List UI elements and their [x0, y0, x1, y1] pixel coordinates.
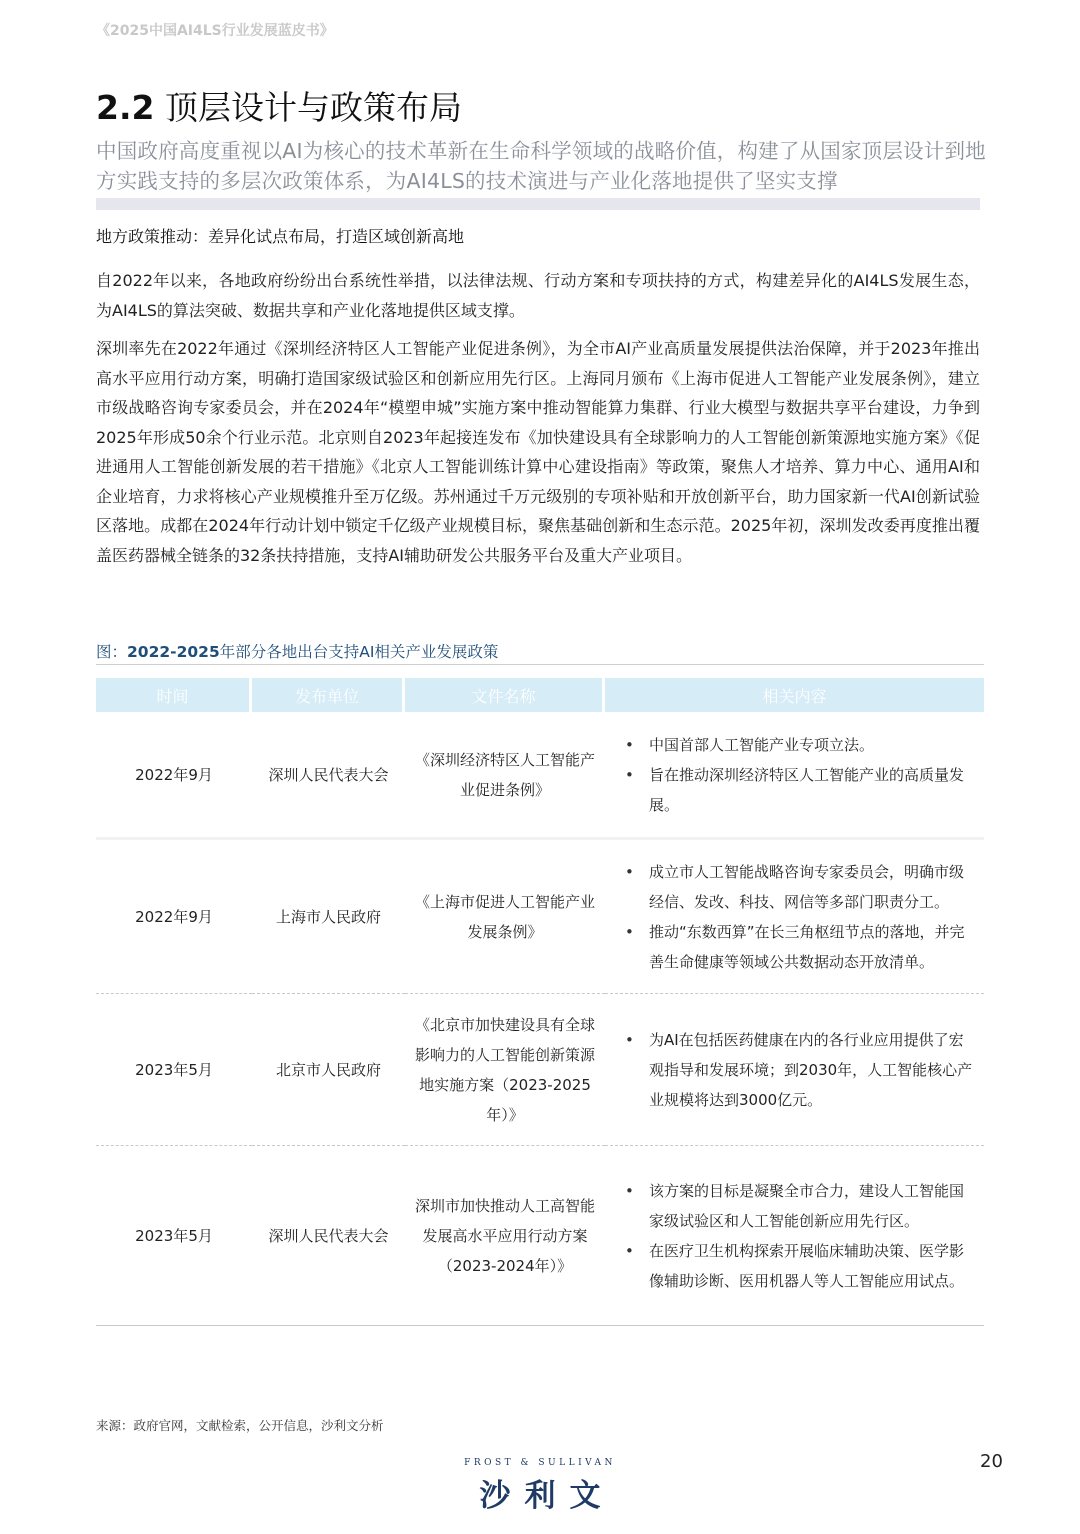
cell-issuer: 上海市人民政府: [252, 840, 405, 994]
cell-document: 《北京市加快建设具有全球影响力的人工智能创新策源地实施方案（2023-2025年）》: [405, 994, 605, 1146]
cell-content: [605, 712, 984, 840]
section-subtitle: 中国政府高度重视以AI为核心的技术革新在生命科学领域的战略价值，构建了从国家顶层设计到地方实践支持的多层次政策体系，为AI4LS的技术演进与产业化落地提供了坚实支撑: [96, 139, 986, 193]
content-point: • 中国首部人工智能产业专项立法。: [617, 730, 976, 760]
cell-date: 2022年9月: [96, 712, 252, 840]
section-title: [96, 82, 462, 129]
cell-date: 2023年5月: [96, 1146, 252, 1326]
table-row: [96, 1146, 984, 1326]
section-number: 2.2: [96, 88, 155, 127]
table-row: [96, 712, 984, 840]
cell-content: [605, 1146, 984, 1326]
header-date: 时间: [96, 678, 252, 712]
cell-document: 深圳市加快推动人工高智能发展高水平应用行动方案（2023-2024年）》: [405, 1146, 605, 1326]
cell-issuer: 北京市人民政府: [252, 994, 405, 1146]
figure-caption-text: 年部分各地出台支持AI相关产业发展政策: [219, 643, 499, 661]
section-title-text: 顶层设计与政策布局: [164, 88, 462, 127]
content-point: • 推动“东数西算”在长三角枢纽节点的落地，并完善生命健康等领域公共数据动态开放清单。: [617, 917, 976, 977]
content-point: • 成立市人工智能战略咨询专家委员会，明确市级经信、发改、科技、网信等多部门职责分工。: [617, 857, 976, 917]
figure-caption-prefix: 图：: [96, 643, 128, 661]
figure-caption-years: 2022-2025: [127, 643, 220, 661]
logo-chinese: 沙利文: [479, 1478, 615, 1514]
frost-sullivan-logo: [440, 1458, 640, 1515]
running-header: 《2025中国AI4LS行业发展蓝皮书》: [96, 23, 334, 39]
content-point: • 旨在推动深圳经济特区人工智能产业的高质量发展。: [617, 760, 976, 820]
figure-caption: [96, 640, 498, 662]
paragraph-local-policies: 深圳率先在2022年通过《深圳经济特区人工智能产业促进条例》，为全市AI产业高质量发展提供法治保障，并于2023年推出高水平应用行动方案，明确打造国家级试验区和创新应用先行区。上海同月颁布《上海市促进人工智能产业发展条例》，建立市级战略咨询专家委员会，并在2024年“模塑申城”实施方案中推动智能算力集群、行业大模型与数据共享平台建设，力争到2025年形成50余个行业示范。北京则自2023年起接连发布《加快建设具有全球影响力的人工智能创新策源地实施方案》《促进通用人工智能创新发展的若干措施》《北京人工智能训练计算中心建设指南》等政策，聚焦人才培养、算力中心、通用AI和企业培育，力求将核心产业规模推升至万亿级。苏州通过千万元级别的专项补贴和开放创新平台，助力国家新一代AI创新试验区落地。成都在2024年行动计划中锁定千亿级产业规模目标，聚焦基础创新和生态示范。2025年初，深圳发改委再度推出覆盖医药器械全链条的32条扶持措施，支持AI辅助研发公共服务平台及重大产业项目。: [96, 339, 980, 565]
content-point: • 该方案的目标是凝聚全市合力，建设人工智能国家级试验区和人工智能创新应用先行区。: [617, 1176, 976, 1236]
header-issuer: 发布单位: [252, 678, 405, 712]
cell-document: 《深圳经济特区人工智能产业促进条例》: [405, 712, 605, 840]
table-header-row: [96, 678, 984, 712]
logo-english: FROST & SULLIVAN: [464, 1458, 616, 1468]
page-number: 20: [980, 1451, 1003, 1472]
subtitle-divider: [96, 198, 980, 210]
header-document: 文件名称: [405, 678, 605, 712]
cell-content: [605, 994, 984, 1146]
paragraph-intro: 自2022年以来，各地政府纷纷出台系统性举措，以法律法规、行动方案和专项扶持的方式，构建差异化的AI4LS发展生态，为AI4LS的算法突破、数据共享和产业化落地提供区域支撑。: [96, 271, 980, 320]
table-row: [96, 840, 984, 994]
content-point: • 为AI在包括医药健康在内的各行业应用提供了宏观指导和发展环境；到2030年，人工智能核心产业规模将达到3000亿元。: [617, 1025, 976, 1115]
figure-rule: [96, 664, 984, 665]
cell-issuer: 深圳人民代表大会: [252, 712, 405, 840]
content-point: • 在医疗卫生机构探索开展临床辅助决策、医学影像辅助诊断、医用机器人等人工智能应用试点。: [617, 1236, 976, 1296]
source-note: 来源：政府官网，文献检索，公开信息，沙利文分析: [96, 1418, 384, 1433]
header-content: 相关内容: [605, 678, 984, 712]
cell-date: 2022年9月: [96, 840, 252, 994]
table-row: [96, 994, 984, 1146]
cell-issuer: 深圳人民代表大会: [252, 1146, 405, 1326]
cell-content: [605, 840, 984, 994]
cell-date: 2023年5月: [96, 994, 252, 1146]
policy-table: [96, 678, 984, 1326]
cell-document: 《上海市促进人工智能产业发展条例》: [405, 840, 605, 994]
subheading: 地方政策推动：差异化试点布局，打造区域创新高地: [96, 227, 465, 246]
